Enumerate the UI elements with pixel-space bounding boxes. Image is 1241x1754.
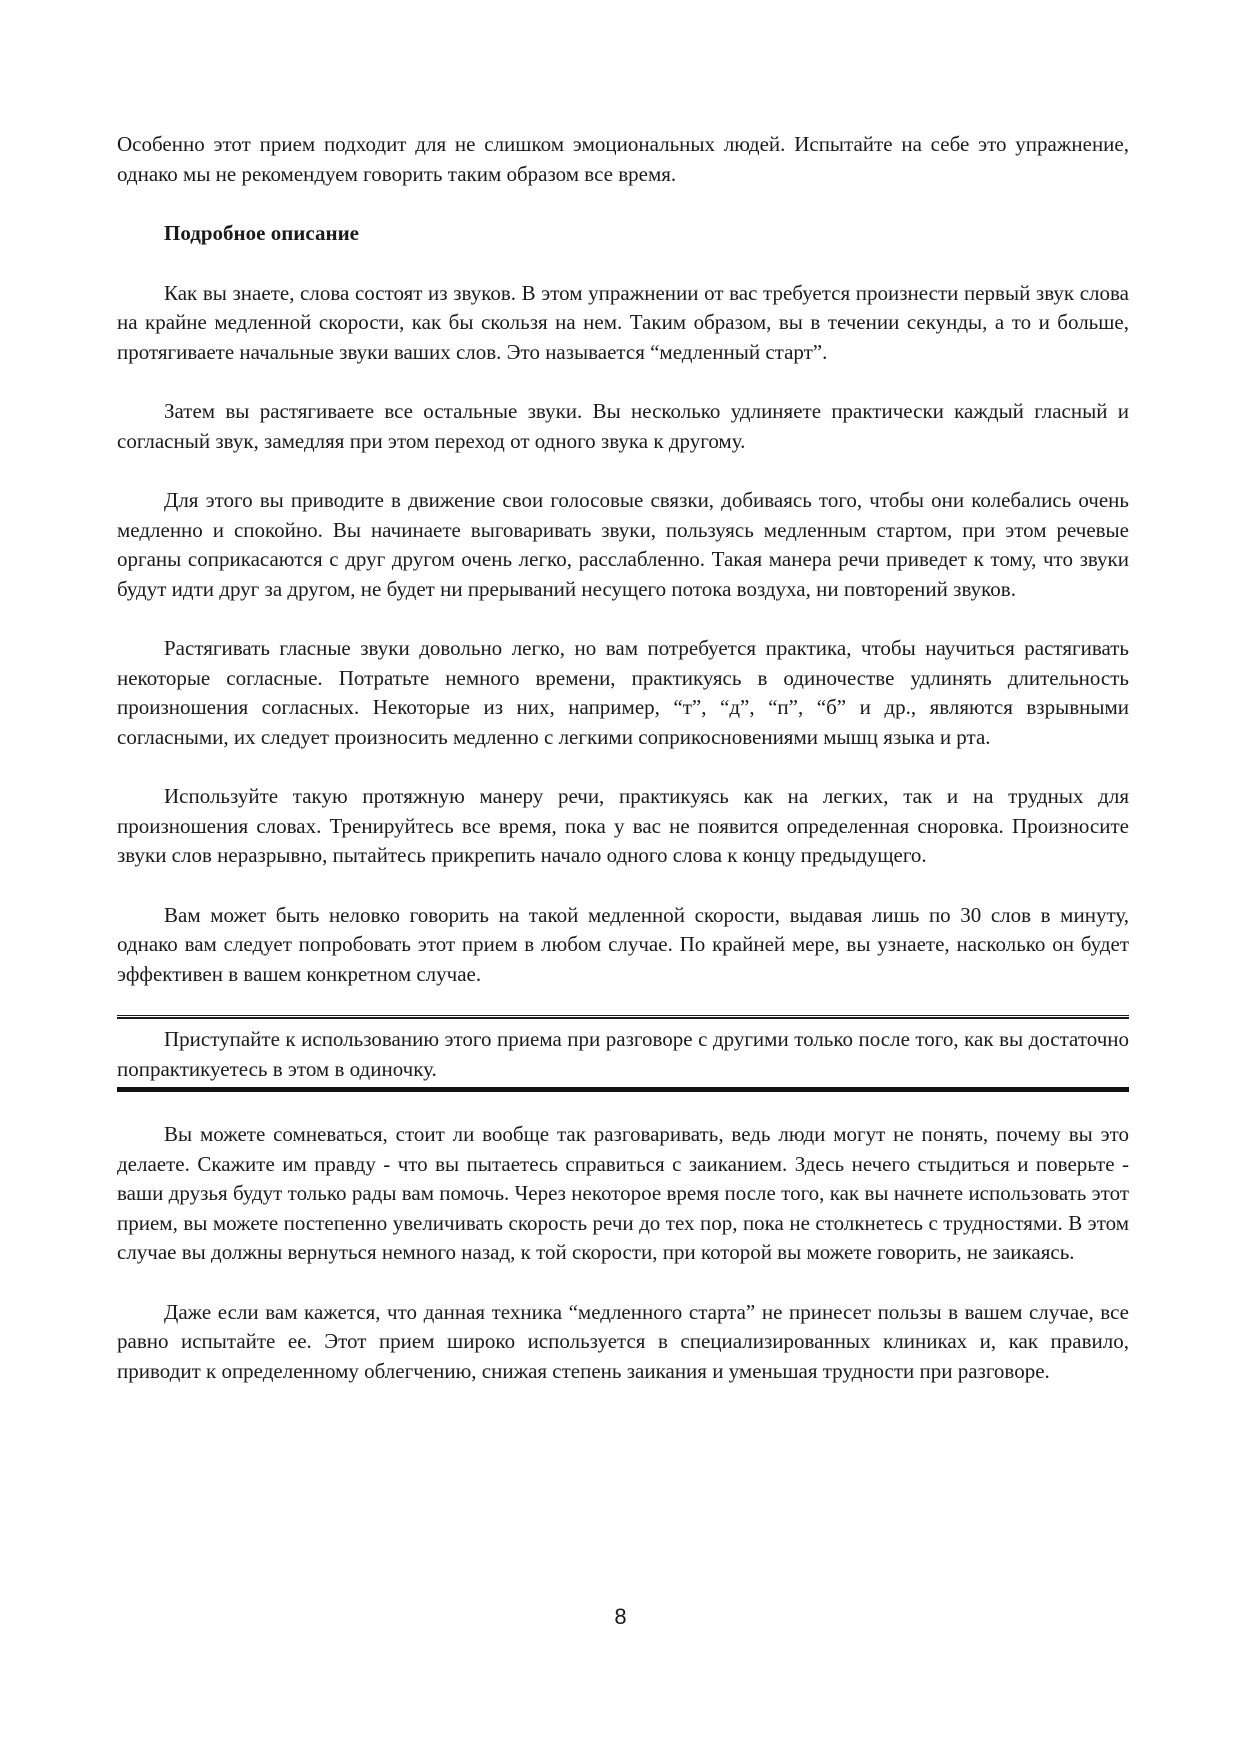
bottom-thick-rule: [117, 1087, 1129, 1092]
paragraph-speed: Вам может быть неловко говорить на такой медленной скорости, выдавая лишь по 30 слов в минуту, однако вам следует попробовать этот прием в любом случае. По крайней мере, вы узнаете, насколько он будет эффективен в вашем конкретном случае.: [117, 902, 1129, 986]
page-content: [117, 130, 1129, 1386]
paragraph-vocal-cords: Для этого вы приводите в движение свои голосовые связки, добиваясь того, чтобы они колебались очень медленно и спокойно. Вы начинаете выговаривать звуки, пользуясь медленным стартом, при этом речевые органы соприкасаются с друг другом очень легко, расслабленно. Такая манера речи приведет к тому, что звуки будут идти друг за другом, не будет ни прерываний несущего потока воздуха, ни повторений звуков.: [117, 488, 1129, 601]
top-double-rule: [117, 1015, 1129, 1019]
highlight-text: Приступайте к использованию этого приема при разговоре с другими только после того, как вы достаточно попрактикуетесь в этом в одиночку.: [117, 1027, 1129, 1081]
page-number: 8: [614, 1604, 627, 1629]
paragraph-consonants: Растягивать гласные звуки довольно легко, но вам потребуется практика, чтобы научиться растягивать некоторые согласные. Потратьте немного времени, практикуясь в одиночестве удлинять длительность произношения согласных. Некоторые из них, например, “т”, “д”, “п”, “б” и др., являются взрывными согласными, их следует произносить медленно с легкими соприкосновениями мышц языка и рта.: [117, 636, 1129, 749]
paragraph-conclusion: Даже если вам кажется, что данная техника “медленного старта” не принесет пользы в вашем случае, все равно испытайте ее. Этот прием широко используется в специализированных клиниках и, как правило, приводит к определенному облегчению, снижая степень заикания и уменьшая трудности при разговоре.: [117, 1299, 1129, 1383]
highlight-box: [117, 1015, 1129, 1092]
paragraph-practice: Используйте такую протяжную манеру речи, практикуясь как на легких, так и на трудных для произношения словах. Тренируйтесь все время, пока у вас не появится определенная сноровка. Произносите звуки слов неразрывно, пытайтесь прикрепить начало одного слова к концу предыдущего.: [117, 784, 1129, 867]
paragraph-intro: Особенно этот прием подходит для не слишком эмоциональных людей. Испытайте на себе это упражнение, однако мы не рекомендуем говорить таким образом все время.: [117, 132, 1129, 186]
paragraph-stretch: Затем вы растягиваете все остальные звуки. Вы несколько удлиняете практически каждый гласный и согласный звук, замедляя при этом переход от одного звука к другому.: [117, 399, 1129, 453]
paragraph-sounds: Как вы знаете, слова состоят из звуков. В этом упражнении от вас требуется произнести первый звук слова на крайне медленной скорости, как бы скользя на нем. Таким образом, вы в течении секунды, а то и больше, протягиваете начальные звуки ваших слов. Это называется “медленный старт”.: [117, 280, 1129, 364]
section-heading: Подробное описание: [164, 221, 359, 245]
paragraph-doubt: Вы можете сомневаться, стоит ли вообще так разговаривать, ведь люди могут не понять, почему вы это делаете. Скажите им правду - что вы пытаетесь справиться с заиканием. Здесь нечего стыдиться и поверьте - ваши друзья будут только рады вам помочь. Через некоторое время после того, как вы начнете использовать этот прием, вы можете постепенно увеличивать скорость речи до тех пор, пока не столкнетесь с трудностями. В этом случае вы должны вернуться немного назад, к той скорости, при которой вы можете говорить, не заикаясь.: [117, 1122, 1129, 1264]
